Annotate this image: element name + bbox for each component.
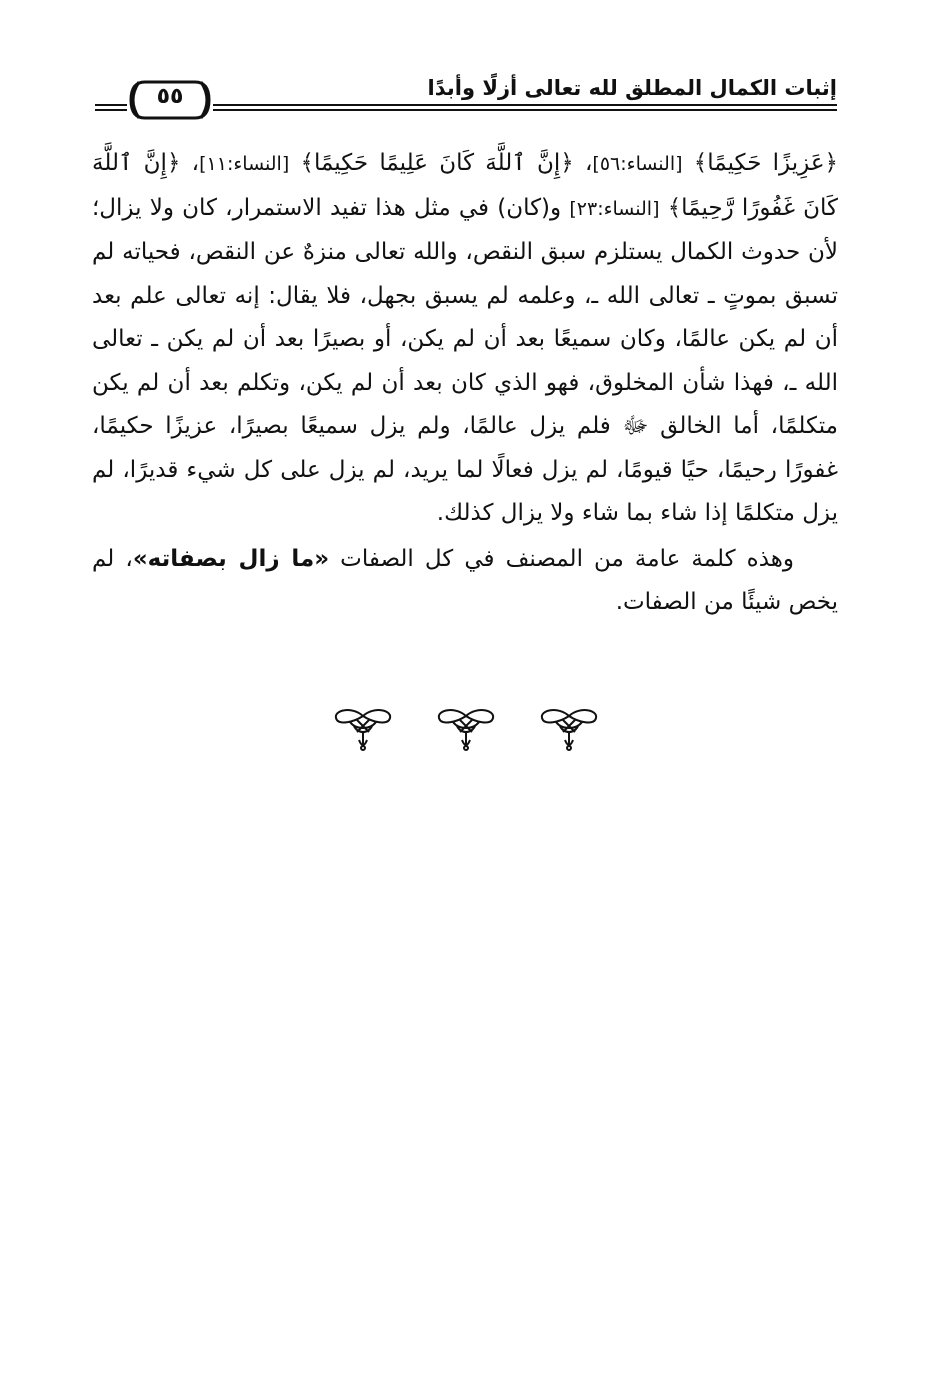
text-run: ، لم يخص شيئًا من الصفات. — [92, 545, 838, 615]
fleuron-knot-icon — [536, 706, 602, 754]
page-number: ٥٥ — [156, 84, 184, 109]
text-run: و(كان) في مثل هذا تفيد الاستمرار، كان ولا يزال؛ لأن حدوث الكمال يستلزم سبق النقص، والله تعالى منزهٌ عن النقص، فحياته لم تسبق بموتٍ ـ تعالى الله ـ، وعلمه لم يسبق بجهل، فلا يقال: إنه تعالى علم بعد أن لم يكن عالمًا، وكان سميعًا بعد أن لم يكن، أو بصيرًا بعد أن لم يكن ـ تعالى الله ـ، فهذا شأن المخلوق، فهو الذي كان بعد أن لم يكن، وتكلم بعد أن لم يكن متكلمًا، أما الخالق ﷻ فلم يزل عالمًا، ولم يزل سميعًا بصيرًا، عزيزًا حكيمًا، غفورًا رحيمًا، حيًا قيومًا، لم يزل فعالًا لما يريد، لم يزل على كل شيء قديرًا، لم يزل متكلمًا إذا شاء بما شاء ولا يزال كذلك. — [92, 194, 838, 526]
quran-verse: ﴿عَزِيزًا حَكِيمًا﴾ — [693, 150, 839, 176]
verse-reference: [النساء:٢٣] — [569, 197, 660, 220]
main-text — [92, 142, 838, 625]
paragraph — [92, 538, 838, 625]
fleuron-knot-icon — [330, 706, 396, 754]
fleuron-knot-icon — [433, 706, 499, 754]
running-title: إثبات الكمال المطلق لله تعالى أزلًا وأبدًا — [427, 76, 837, 100]
header-rule — [95, 109, 127, 111]
page-header — [95, 68, 837, 130]
header-rule — [213, 109, 837, 111]
text-run — [659, 195, 667, 221]
quoted-phrase: «ما زال بصفاته» — [132, 545, 330, 572]
page-number-badge — [129, 78, 211, 122]
quran-verse: ﴿إِنَّ ٱللَّهَ كَانَ غَفُورًا رَّحِيمًا﴾ — [92, 150, 839, 221]
verse-reference: [النساء:٥٦] — [592, 153, 683, 175]
verse-reference: [النساء:١١] — [199, 153, 290, 175]
text-run: ، — [180, 150, 200, 176]
text-run: وهذه كلمة عامة من المصنف في كل الصفات — [329, 545, 794, 572]
text-run — [289, 150, 300, 176]
section-end-ornaments — [330, 706, 602, 756]
header-rule — [213, 104, 837, 106]
paragraph — [92, 142, 838, 536]
header-rule — [95, 104, 127, 106]
text-run — [683, 150, 694, 176]
text-run: ، — [573, 150, 593, 176]
quran-verse: ﴿إِنَّ ٱللَّهَ كَانَ عَلِيمًا حَكِيمًا﴾ — [300, 150, 574, 176]
